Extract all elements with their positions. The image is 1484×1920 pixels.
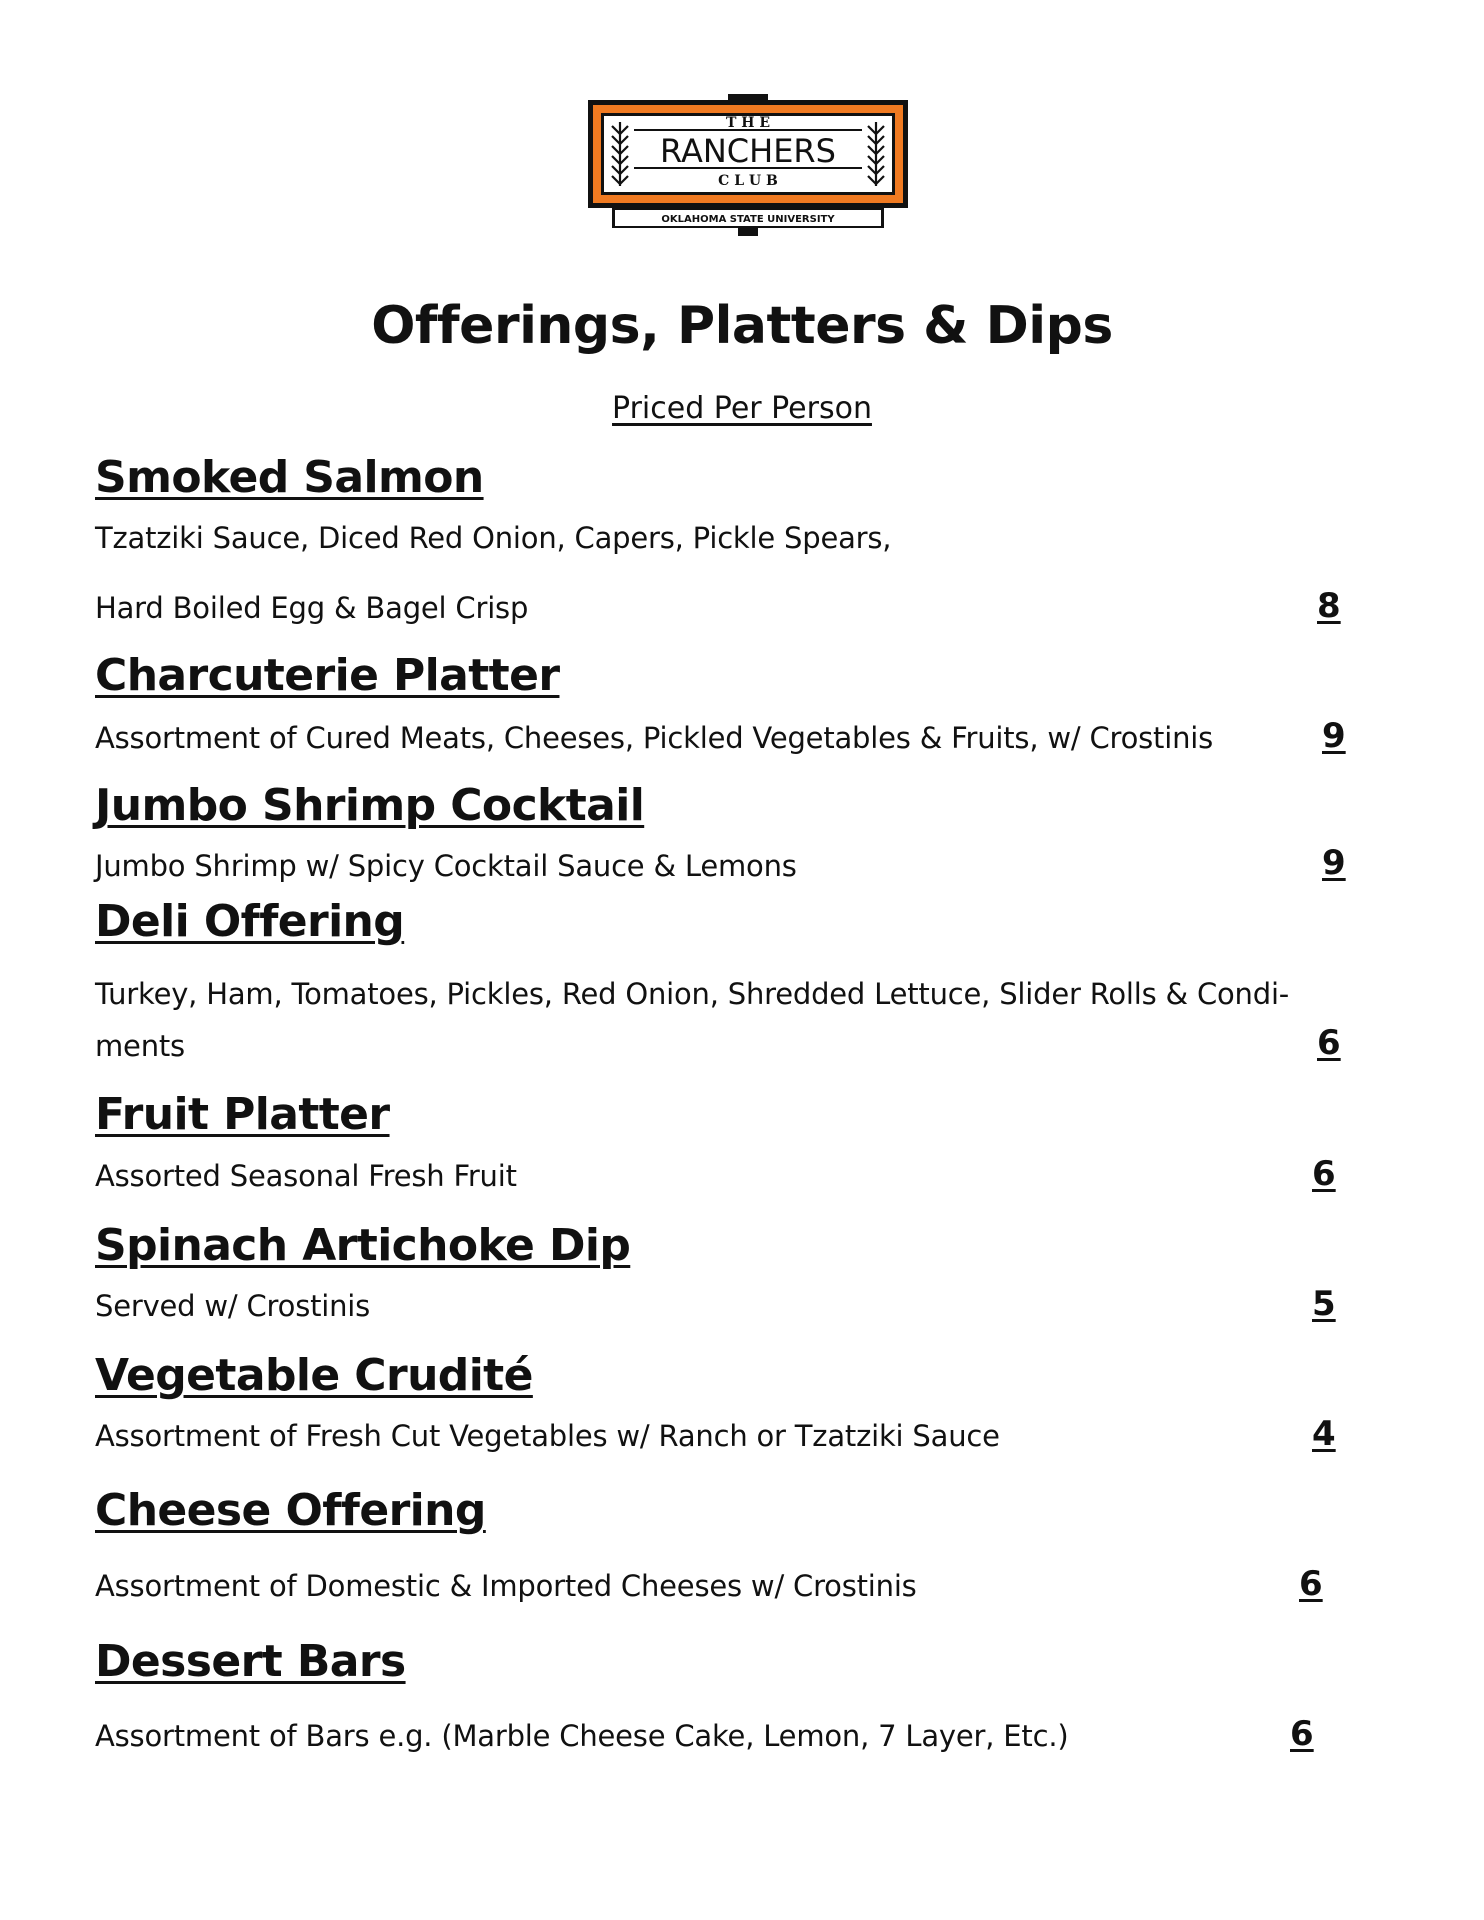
item-desc-smoked-salmon-1: Tzatziki Sauce, Diced Red Onion, Capers, Pickle Spears,	[95, 521, 892, 555]
item-price-cheese-offering: 6	[1299, 1564, 1323, 1604]
item-desc-deli-offering-2: ments	[95, 1029, 185, 1063]
item-desc-spinach-artichoke-dip: Served w/ Crostinis	[95, 1289, 371, 1323]
item-desc-jumbo-shrimp-cocktail: Jumbo Shrimp w/ Spicy Cocktail Sauce & Lemons	[95, 849, 797, 883]
item-desc-cheese-offering: Assortment of Domestic & Imported Cheeses w/ Crostinis	[95, 1569, 917, 1603]
item-desc-smoked-salmon-2: Hard Boiled Egg & Bagel Crisp	[95, 591, 529, 625]
item-desc-charcuterie-platter: Assortment of Cured Meats, Cheeses, Pickled Vegetables & Fruits, w/ Crostinis	[95, 721, 1214, 755]
page-title: Offerings, Platters & Dips	[371, 296, 1113, 356]
item-title-fruit-platter: Fruit Platter	[95, 1089, 390, 1140]
item-title-deli-offering: Deli Offering	[95, 896, 405, 947]
item-desc-vegetable-crudite: Assortment of Fresh Cut Vegetables w/ Ranch or Tzatziki Sauce	[95, 1419, 1000, 1453]
item-title-charcuterie-platter: Charcuterie Platter	[95, 650, 560, 701]
item-price-smoked-salmon: 8	[1317, 586, 1341, 626]
item-price-deli-offering: 6	[1317, 1023, 1341, 1063]
item-desc-fruit-platter: Assorted Seasonal Fresh Fruit	[95, 1159, 517, 1193]
logo-banner: OKLAHOMA STATE UNIVERSITY	[661, 214, 835, 225]
item-title-jumbo-shrimp-cocktail: Jumbo Shrimp Cocktail	[95, 780, 645, 831]
item-price-fruit-platter: 6	[1312, 1154, 1336, 1194]
item-title-dessert-bars: Dessert Bars	[95, 1636, 406, 1687]
item-title-cheese-offering: Cheese Offering	[95, 1485, 486, 1536]
item-price-dessert-bars: 6	[1290, 1714, 1314, 1754]
item-price-charcuterie-platter: 9	[1322, 716, 1346, 756]
page-subtitle: Priced Per Person	[612, 391, 872, 426]
item-title-spinach-artichoke-dip: Spinach Artichoke Dip	[95, 1220, 631, 1271]
item-title-vegetable-crudite: Vegetable Crudité	[95, 1350, 533, 1401]
ranchers-club-logo	[588, 94, 908, 236]
logo-line2: RANCHERS	[660, 132, 836, 170]
item-desc-dessert-bars: Assortment of Bars e.g. (Marble Cheese Cake, Lemon, 7 Layer, Etc.)	[95, 1719, 1069, 1753]
item-price-vegetable-crudite: 4	[1312, 1414, 1336, 1454]
item-title-smoked-salmon: Smoked Salmon	[95, 452, 484, 503]
logo-line3: C L U B	[718, 173, 778, 189]
item-price-spinach-artichoke-dip: 5	[1312, 1284, 1336, 1324]
item-price-jumbo-shrimp-cocktail: 9	[1322, 843, 1346, 883]
logo-line1: T H E	[725, 115, 771, 131]
item-desc-deli-offering-1: Turkey, Ham, Tomatoes, Pickles, Red Onion, Shredded Lettuce, Slider Rolls & Condi-	[95, 977, 1290, 1011]
